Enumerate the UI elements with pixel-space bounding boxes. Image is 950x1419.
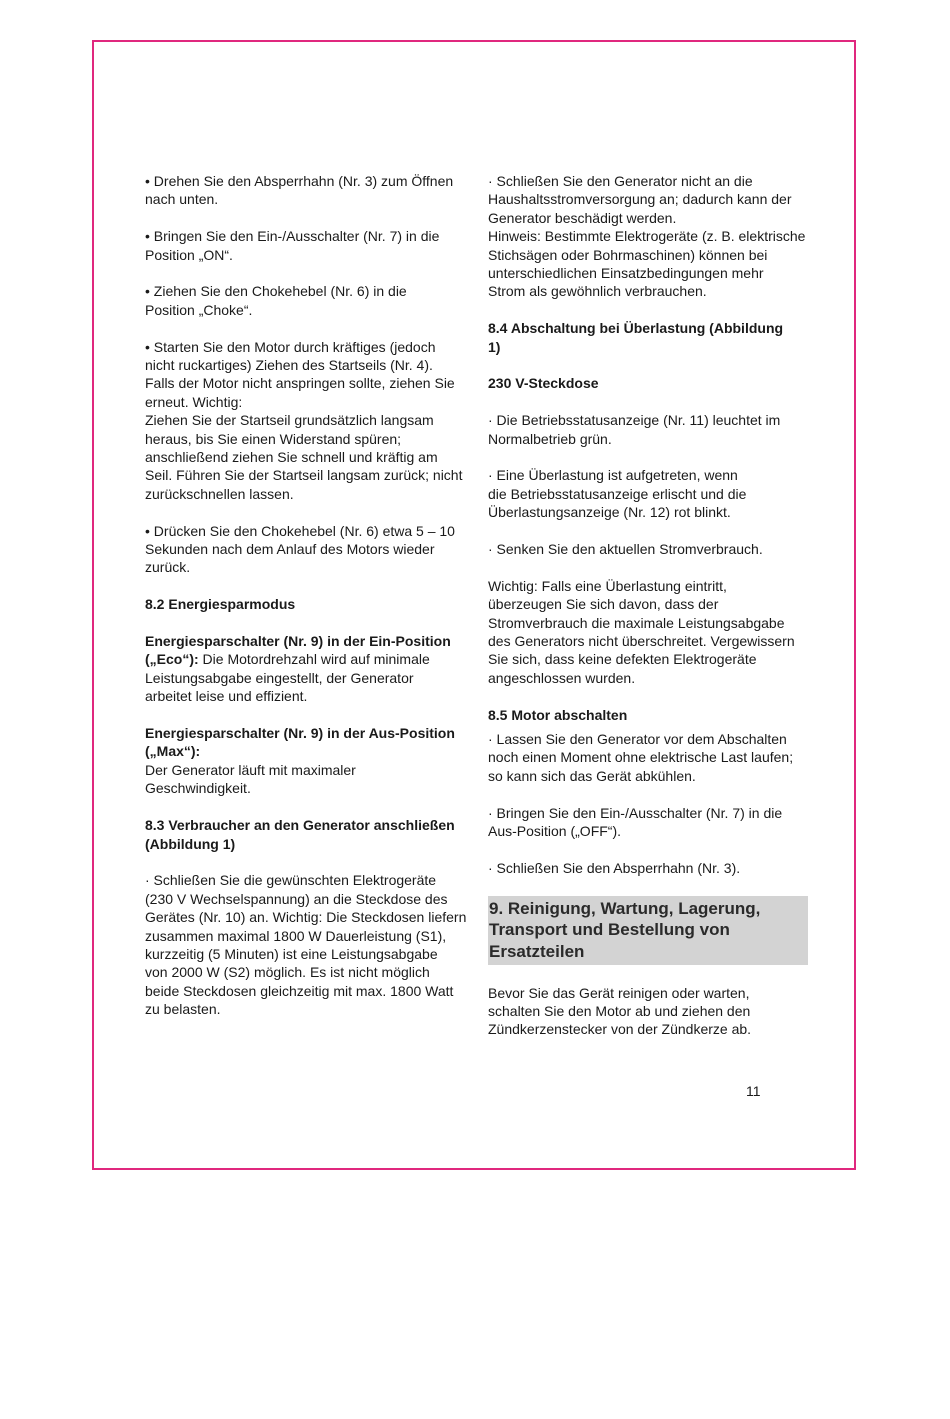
text-line: Position „Choke“.: [145, 301, 253, 318]
text-inline: Die Motordrehzahl wird auf minimale: [198, 651, 430, 668]
text-line: Seil. Führen Sie der Startseil langsam zurück; nicht: [145, 467, 463, 484]
heading-230v-socket: 230 V-Steckdose: [488, 375, 599, 392]
text-line: · Senken Sie den aktuellen Stromverbrauch.: [488, 541, 763, 558]
step-open-valve: [145, 172, 467, 209]
left-column: [145, 172, 467, 1019]
text-line: arbeitet leise und effizient.: [145, 688, 308, 705]
heading-8-3: [145, 816, 467, 853]
text-line: unterschiedlichen Einsatzbedingungen mehr: [488, 265, 764, 282]
step-switch-on: [145, 227, 467, 264]
close-valve-step: [488, 859, 808, 877]
text-line: zu belasten.: [145, 1001, 221, 1018]
text-line: angeschlossen wurden.: [488, 669, 636, 686]
text-line: Ersatzteilen: [489, 941, 585, 961]
text-line: 1): [488, 338, 501, 355]
step-start-motor: [145, 338, 467, 504]
text-line: Geschwindigkeit.: [145, 780, 251, 797]
text-line: · Lassen Sie den Generator vor dem Abschalten: [488, 731, 787, 748]
text-line: Strom als gewöhnlich verbrauchen.: [488, 283, 707, 300]
text-line: · Schließen Sie die gewünschten Elektrogeräte: [145, 872, 437, 889]
text-line: beide Steckdosen gleichzeitig mit max. 1800 Watt: [145, 982, 454, 999]
text-line: · Die Betriebsstatusanzeige (Nr. 11) leuchtet im: [488, 412, 781, 429]
text-line: erneut. Wichtig:: [145, 393, 243, 410]
text-line: nach unten.: [145, 191, 219, 208]
connect-devices-text: [145, 871, 467, 1018]
text-line: Hinweis: Bestimmte Elektrogeräte (z. B. elektrische: [488, 228, 806, 245]
text-line: noch einen Moment ohne elektrische Last laufen;: [488, 749, 794, 766]
text-line: • Drehen Sie den Absperrhahn (Nr. 3) zum Öffnen: [145, 173, 454, 189]
text-line: anschließend ziehen Sie schnell und kräftig am: [145, 449, 438, 466]
text-line: („Max“):: [145, 743, 201, 760]
text-line: des Generators nicht überschreitet. Vergewissern: [488, 633, 795, 650]
text-line: · Eine Überlastung ist aufgetreten, wenn: [488, 467, 738, 484]
text-line: Haushaltsstromversorgung an; dadurch kann der: [488, 191, 792, 208]
text-line: Generator beschädigt werden.: [488, 209, 677, 226]
text-line: Position „ON“.: [145, 246, 233, 263]
text-line: die Betriebsstatusanzeige erlischt und die: [488, 485, 747, 502]
text-line: überzeugen Sie sich davon, dass der: [488, 596, 719, 613]
text-line: von 2000 W (S2) möglich. Es ist nicht möglich: [145, 964, 430, 981]
text-line: 8.4 Abschaltung bei Überlastung (Abbildung: [488, 320, 784, 337]
text-line: Aus-Position („OFF“).: [488, 823, 622, 840]
text-line: • Ziehen Sie den Chokehebel (Nr. 6) in die: [145, 283, 407, 300]
switch-off-step: [488, 804, 808, 841]
section-9-heading: [488, 896, 808, 966]
text-line: Zündkerzenstecker von der Zündkerze ab.: [488, 1021, 752, 1038]
heading-8-5: 8.5 Motor abschalten: [488, 706, 628, 723]
reduce-consumption: [488, 540, 808, 558]
text-line: • Drücken Sie den Chokehebel (Nr. 6) etwa 5 – 10: [145, 522, 455, 539]
right-column: [488, 172, 808, 1039]
text-line: (Abbildung 1): [145, 835, 236, 852]
heading-8-2: 8.2 Energiesparmodus: [145, 596, 296, 613]
max-mode-description: [145, 724, 467, 798]
text-line: Ziehen Sie der Startseil grundsätzlich langsam: [145, 412, 434, 429]
text-line: 8.3 Verbraucher an den Generator anschließen: [145, 817, 455, 834]
text-line: 9. Reinigung, Wartung, Lagerung,: [489, 898, 761, 918]
text-line: · Schließen Sie den Absperrhahn (Nr. 3).: [488, 859, 741, 876]
text-line: · Schließen Sie den Generator nicht an die: [488, 173, 753, 189]
cooldown-step: [488, 730, 808, 785]
overload-important: [488, 577, 808, 687]
text-line: Der Generator läuft mit maximaler: [145, 761, 356, 778]
text-line: nicht ruckartiges) Ziehen des Startseils (Nr. 4).: [145, 357, 433, 374]
status-normal: [488, 411, 808, 448]
text-line: Leistungsabgabe eingestellt, der Generator: [145, 669, 414, 686]
maintenance-intro: [488, 984, 808, 1039]
text-line: · Bringen Sie den Ein-/Ausschalter (Nr. 7) in die: [488, 804, 783, 821]
text-line: • Starten Sie den Motor durch kräftiges (jedoch: [145, 338, 436, 355]
page-number: 11: [746, 1083, 761, 1099]
status-overload: [488, 466, 808, 521]
text-line: Stromverbrauch die maximale Leistungsabgabe: [488, 614, 785, 631]
step-choke: [145, 282, 467, 319]
text-line: schalten Sie den Motor ab und ziehen den: [488, 1002, 751, 1019]
text-line: Normalbetrieb grün.: [488, 430, 612, 447]
eco-mode-description: [145, 632, 467, 706]
text-line: Transport und Bestellung von: [489, 920, 730, 940]
text-line: Stichsägen oder Bohrmaschinen) können bei: [488, 246, 768, 263]
text-line: heraus, bis Sie einen Widerstand spüren;: [145, 430, 402, 447]
text-line: kurzzeitig (5 Minuten) ist eine Leistungsabgabe: [145, 945, 438, 962]
household-warning: [488, 172, 808, 301]
step-choke-back: [145, 522, 467, 577]
text-line: Überlastungsanzeige (Nr. 12) rot blinkt.: [488, 504, 731, 521]
text-line: Bevor Sie das Gerät reinigen oder warten,: [488, 984, 750, 1001]
text-line: (230 V Wechselspannung) an die Steckdose des: [145, 890, 448, 907]
text-line: Sekunden nach dem Anlauf des Motors wieder: [145, 541, 435, 558]
text-line: • Bringen Sie den Ein-/Ausschalter (Nr. 7) in die: [145, 228, 440, 245]
text-line: Sie sich, dass keine defekten Elektrogeräte: [488, 651, 757, 668]
text-line: Energiesparschalter (Nr. 9) in der Ein-Position: [145, 633, 451, 650]
text-line: zusammen maximal 1800 W Dauerleistung (S1),: [145, 927, 447, 944]
heading-8-4: [488, 319, 808, 356]
text-line: so kann sich das Gerät abkühlen.: [488, 767, 696, 784]
text-inline-bold: („Eco“):: [145, 651, 199, 668]
text-line: zurückschnellen lassen.: [145, 485, 294, 502]
text-line: Energiesparschalter (Nr. 9) in der Aus-Position: [145, 725, 455, 742]
text-line: zurück.: [145, 559, 191, 576]
text-line: Falls der Motor nicht anspringen sollte, ziehen Sie: [145, 375, 455, 392]
text-line: Wichtig: Falls eine Überlastung eintritt,: [488, 577, 727, 594]
text-line: Gerätes (Nr. 10) an. Wichtig: Die Steckdosen liefern: [145, 909, 467, 926]
